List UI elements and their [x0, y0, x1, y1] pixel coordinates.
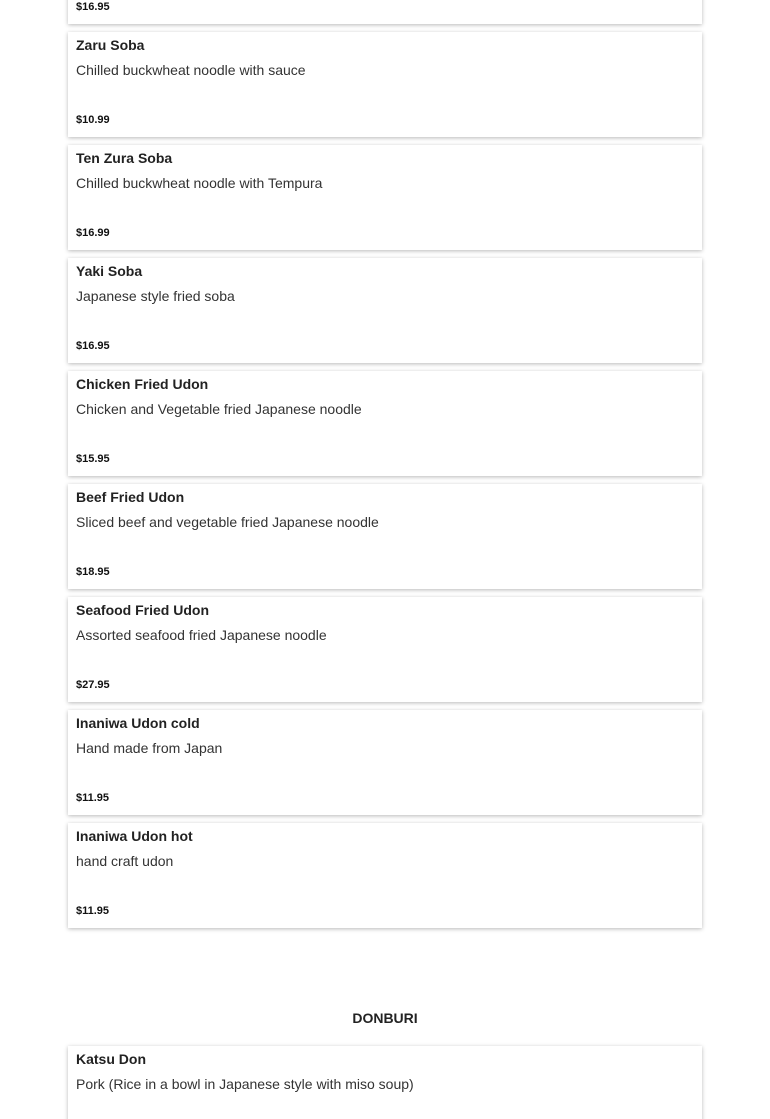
menu-item-card[interactable]	[68, 32, 702, 137]
menu-item-description: Pork (Rice in a bowl in Japanese style with miso soup)	[76, 1076, 414, 1092]
menu-item-card[interactable]	[68, 597, 702, 702]
menu-item-price: $11.95	[76, 792, 110, 804]
donburi-menu-list	[68, 1046, 702, 1119]
menu-item-name: Beef Fried Udon	[76, 489, 185, 505]
menu-item-price: $15.95	[76, 453, 110, 465]
menu-item-price: $27.95	[76, 679, 110, 691]
menu-item-price: $16.95	[76, 1, 110, 13]
menu-item-name: Chicken Fried Udon	[76, 376, 209, 392]
menu-item-price: $16.95	[76, 340, 110, 352]
menu-item-card[interactable]	[68, 371, 702, 476]
noodle-menu-list	[68, 0, 702, 936]
menu-item-name: Seafood Fried Udon	[76, 602, 209, 618]
menu-item-card[interactable]	[68, 823, 702, 928]
menu-item-card[interactable]	[68, 0, 702, 24]
menu-item-card[interactable]	[68, 258, 702, 363]
menu-item-name: Ten Zura Soba	[76, 150, 173, 166]
menu-item-description: Japanese style fried soba	[76, 288, 235, 304]
menu-item-description: Chicken and Vegetable fried Japanese noodle	[76, 401, 362, 417]
menu-item-name: Yaki Soba	[76, 263, 143, 279]
menu-item-card[interactable]	[68, 484, 702, 589]
menu-item-description: hand craft udon	[76, 853, 174, 869]
menu-item-card[interactable]	[68, 710, 702, 815]
menu-item-price: $18.95	[76, 566, 110, 578]
menu-item-name: Inaniwa Udon cold	[76, 715, 200, 731]
menu-item-price: $10.99	[76, 114, 110, 126]
menu-item-price: $16.99	[76, 227, 110, 239]
menu-item-name: Katsu Don	[76, 1051, 146, 1067]
menu-item-description: Assorted seafood fried Japanese noodle	[76, 627, 327, 643]
menu-item-name: Zaru Soba	[76, 37, 145, 53]
menu-item-description: Chilled buckwheat noodle with sauce	[76, 62, 306, 78]
menu-item-description: Chilled buckwheat noodle with Tempura	[76, 175, 323, 191]
menu-item-name: Inaniwa Udon hot	[76, 828, 193, 844]
section-title-donburi: DONBURI	[352, 1010, 418, 1026]
menu-item-card[interactable]	[68, 1046, 702, 1119]
menu-item-price: $11.95	[76, 905, 110, 917]
menu-item-description: Sliced beef and vegetable fried Japanese noodle	[76, 514, 379, 530]
menu-item-card[interactable]	[68, 145, 702, 250]
menu-item-description: Hand made from Japan	[76, 740, 223, 756]
